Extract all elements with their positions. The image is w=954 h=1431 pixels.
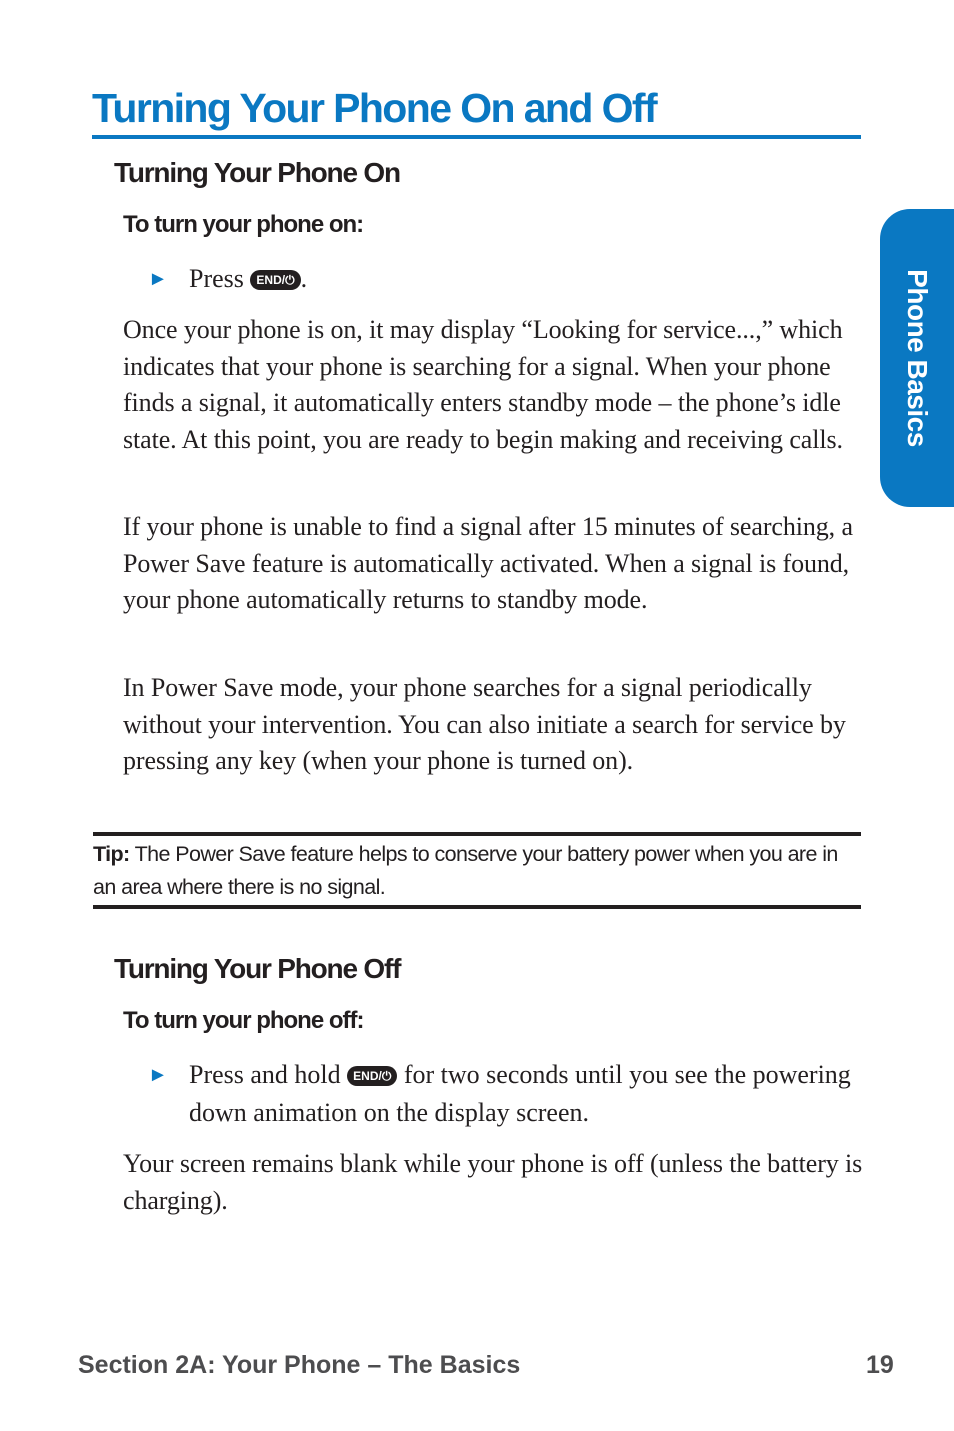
side-tab[interactable] [880,209,954,507]
section-heading-off: Turning Your Phone Off [114,953,401,984]
title-underline [92,135,861,139]
subheading-on: To turn your phone on: [123,211,364,238]
step-off-suffix: for two seconds until you see the powering down animation on the display screen. [189,1060,851,1127]
triangle-right-icon: ► [148,1064,168,1086]
triangle-right-icon: ► [148,268,168,290]
tip-rule-top [93,832,861,836]
paragraph-on-3: In Power Save mode, your phone searches for a signal periodically without your intervention. You can also initiate a search for service by pressing any key (when your phone is turned on). [123,673,846,775]
step-off-label: Press and hold [189,1060,341,1089]
end-power-key-icon: END/⏻ [250,270,300,290]
subheading-off: To turn your phone off: [123,1007,364,1034]
tip-text: The Power Save feature helps to conserve your battery power when you are in an area where there is no signal. [93,842,838,899]
step-on-suffix: . [300,264,308,293]
paragraph-off: Your screen remains blank while your phone is off (unless the battery is charging). [123,1149,863,1215]
paragraph-on-1: Once your phone is on, it may display “Looking for service...,” which indicates that your phone is searching for a signal. When your phone finds a signal, it automatically enters standby mode – the phone’s idle state. At this point, you are ready to begin making and receiving calls. [123,315,843,454]
side-tab-label: Phone Basics [902,269,933,447]
end-power-key-icon: END/⏻ [347,1066,397,1086]
page-number: 19 [866,1351,894,1379]
step-off-text [189,1056,863,1132]
step-on-text [189,260,863,298]
page-title: Turning Your Phone On and Off [92,85,656,131]
footer-section: Section 2A: Your Phone – The Basics [78,1351,521,1379]
section-heading-on: Turning Your Phone On [114,157,400,188]
tip-rule-bottom [93,905,861,909]
tip-box [93,838,861,904]
step-on-label: Press [189,264,244,293]
paragraph-on-2: If your phone is unable to find a signal after 15 minutes of searching, a Power Save feature is automatically activated. When a signal is found, your phone automatically returns to standby mode. [123,512,853,614]
tip-label: Tip: [93,842,130,866]
